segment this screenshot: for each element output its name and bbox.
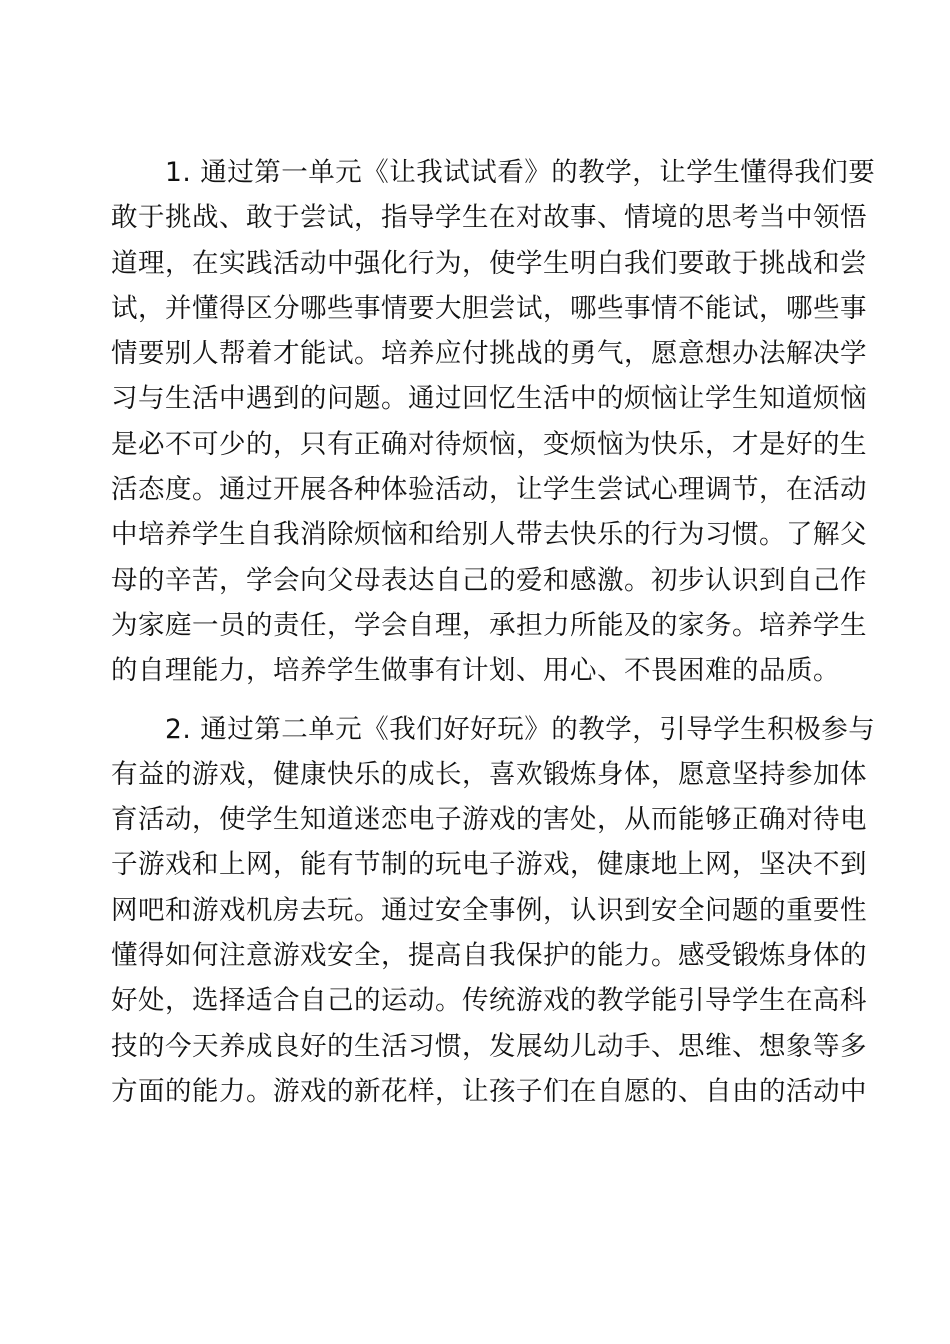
text-line: 情要别人帮着才能试。培养应付挑战的勇气，愿意想办法解决学 [111, 338, 867, 370]
text-line: 试，并懂得区分哪些事情要大胆尝试，哪些事情不能试，哪些事 [111, 292, 867, 324]
text-line: 技的今天养成良好的生活习惯，发展幼儿动手、思维、想象等多 [111, 1030, 867, 1062]
text-line: 活态度。通过开展各种体验活动，让学生尝试心理调节，在活动 [111, 474, 867, 506]
text-line: 母的辛苦，学会向父母表达自己的爱和感激。初步认识到自己作 [111, 564, 867, 596]
text-line: 有益的游戏，健康快乐的成长，喜欢锻炼身体，愿意坚持参加体 [111, 758, 867, 790]
paragraph-unit-two [111, 707, 876, 1115]
text-line: 方面的能力。游戏的新花样，让孩子们在自愿的、自由的活动中 [111, 1075, 867, 1107]
text-line: 是必不可少的，只有正确对待烦恼，变烦恼为快乐，才是好的生 [111, 428, 867, 460]
document-body [111, 150, 876, 1114]
text-line: 好处，选择适合自己的运动。传统游戏的教学能引导学生在高科 [111, 985, 867, 1017]
text-line: 网吧和游戏机房去玩。通过安全事例，认识到安全问题的重要性 [111, 894, 867, 926]
text-line: 2. 通过第二单元《我们好好玩》的教学，引导学生积极参与 [111, 713, 876, 745]
text-line: 敢于挑战、敢于尝试，指导学生在对故事、情境的思考当中领悟 [111, 202, 867, 234]
text-line: 中培养学生自我消除烦恼和给别人带去快乐的行为习惯。了解父 [111, 519, 867, 551]
text-line: 1. 通过第一单元《让我试试看》的教学，让学生懂得我们要 [111, 157, 876, 188]
text-line: 为家庭一员的责任，学会自理，承担力所能及的家务。培养学生 [111, 609, 867, 641]
text-line: 道理，在实践活动中强化行为，使学生明白我们要敢于挑战和尝 [111, 247, 867, 279]
paragraph-unit-one [111, 150, 876, 694]
text-line: 懂得如何注意游戏安全，提高自我保护的能力。感受锻炼身体的 [111, 940, 867, 972]
text-line: 的自理能力，培养学生做事有计划、用心、不畏困难的品质。 [111, 655, 840, 687]
text-line: 习与生活中遇到的问题。通过回忆生活中的烦恼让学生知道烦恼 [111, 383, 867, 415]
text-line: 育活动，使学生知道迷恋电子游戏的害处，从而能够正确对待电 [111, 804, 867, 836]
text-line: 子游戏和上网，能有节制的玩电子游戏，健康地上网，坚决不到 [111, 849, 867, 881]
